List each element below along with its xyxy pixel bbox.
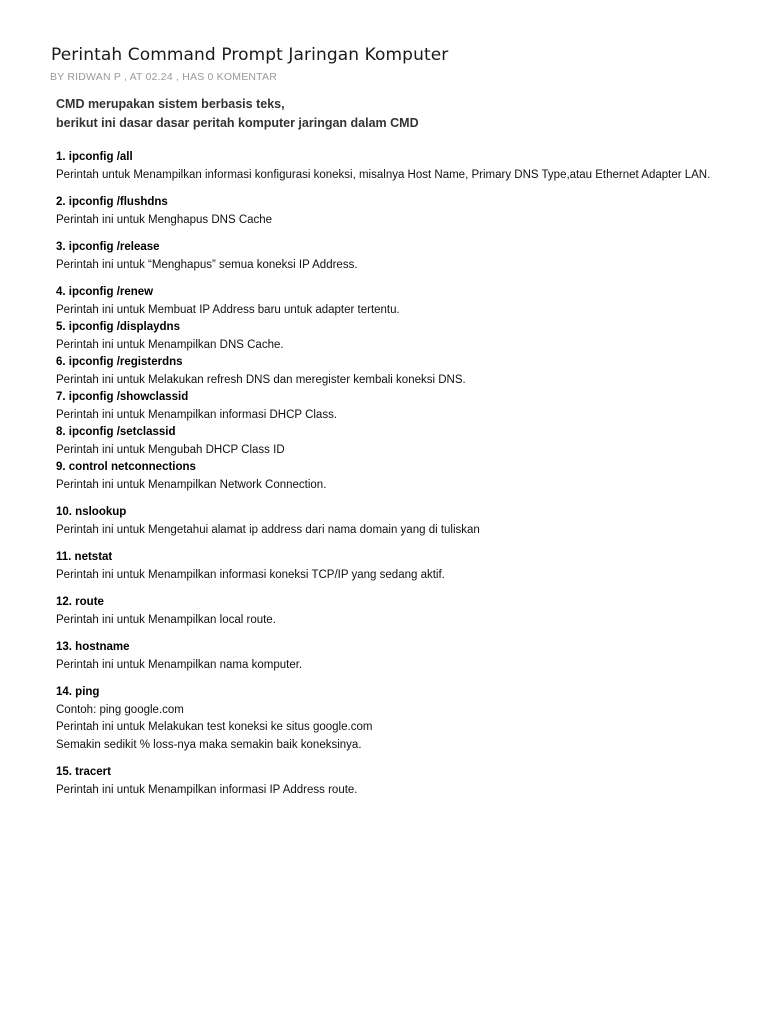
- command-name: 15. tracert: [56, 766, 111, 778]
- command-name: 3. ipconfig /release: [56, 241, 160, 253]
- command-description: Perintah ini untuk Menampilkan informasi IP Address route.: [56, 783, 358, 796]
- command-name: 13. hostname: [56, 641, 130, 653]
- post-title: Perintah Command Prompt Jaringan Komputer: [51, 45, 449, 65]
- command-item: [56, 239, 716, 274]
- command-item: [56, 424, 716, 459]
- command-description: Perintah ini untuk Melakukan refresh DNS dan meregister kembali koneksi DNS.: [56, 373, 466, 386]
- command-description: Perintah untuk Menampilkan informasi konfigurasi koneksi, misalnya Host Name, Primary DNS Type,atau Ethernet Adapter LAN.: [56, 168, 711, 181]
- command-description: Perintah ini untuk Menghapus DNS Cache: [56, 213, 273, 226]
- command-item: [56, 319, 716, 354]
- command-description: Perintah ini untuk Menampilkan DNS Cache.: [56, 338, 284, 351]
- intro-line: CMD merupakan sistem berbasis teks,: [56, 97, 285, 111]
- command-description: Perintah ini untuk Menampilkan local route.: [56, 613, 276, 626]
- command-name: 6. ipconfig /registerdns: [56, 356, 183, 368]
- command-name: 1. ipconfig /all: [56, 151, 133, 163]
- command-item: [56, 639, 716, 674]
- command-name: 7. ipconfig /showclassid: [56, 391, 189, 403]
- command-description: Perintah ini untuk Menampilkan informasi DHCP Class.: [56, 408, 338, 421]
- command-description: Perintah ini untuk Membuat IP Address baru untuk adapter tertentu.: [56, 303, 400, 316]
- command-name: 14. ping: [56, 686, 100, 698]
- command-name: 9. control netconnections: [56, 461, 196, 473]
- command-name: 5. ipconfig /displaydns: [56, 321, 180, 333]
- command-note: Semakin sedikit % loss-nya maka semakin baik koneksinya.: [56, 738, 362, 751]
- command-item: [56, 149, 716, 184]
- command-item: [56, 594, 716, 629]
- command-name: 8. ipconfig /setclassid: [56, 426, 176, 438]
- command-description: Perintah ini untuk Mengetahui alamat ip address dari nama domain yang di tuliskan: [56, 523, 480, 536]
- command-name: 12. route: [56, 596, 104, 608]
- command-item: [56, 284, 716, 319]
- command-description: Perintah ini untuk Menampilkan Network Connection.: [56, 478, 327, 491]
- command-item: [56, 194, 716, 229]
- intro-paragraph: [56, 95, 419, 133]
- command-description: Perintah ini untuk Menampilkan informasi koneksi TCP/IP yang sedang aktif.: [56, 568, 445, 581]
- command-description: Perintah ini untuk “Menghapus” semua koneksi IP Address.: [56, 258, 358, 271]
- command-item: [56, 504, 716, 539]
- command-item: [56, 354, 716, 389]
- command-description: Perintah ini untuk Mengubah DHCP Class ID: [56, 443, 285, 456]
- command-name: 11. netstat: [56, 551, 113, 563]
- command-description: Perintah ini untuk Menampilkan nama komputer.: [56, 658, 303, 671]
- command-item: [56, 549, 716, 584]
- command-name: 2. ipconfig /flushdns: [56, 196, 168, 208]
- post-byline: BY RIDWAN P , AT 02.24 , HAS 0 KOMENTAR: [50, 71, 278, 83]
- command-description: Perintah ini untuk Melakukan test koneksi ke situs google.com: [56, 721, 373, 733]
- command-list: [56, 149, 716, 799]
- command-item: [56, 684, 716, 754]
- command-name: 10. nslookup: [56, 506, 127, 518]
- command-item: [56, 764, 716, 799]
- command-item: [56, 389, 716, 424]
- command-example: Contoh: ping google.com: [56, 703, 184, 716]
- command-name: 4. ipconfig /renew: [56, 286, 154, 298]
- intro-line: berikut ini dasar dasar peritah komputer jaringan dalam CMD: [56, 116, 419, 130]
- command-item: [56, 459, 716, 494]
